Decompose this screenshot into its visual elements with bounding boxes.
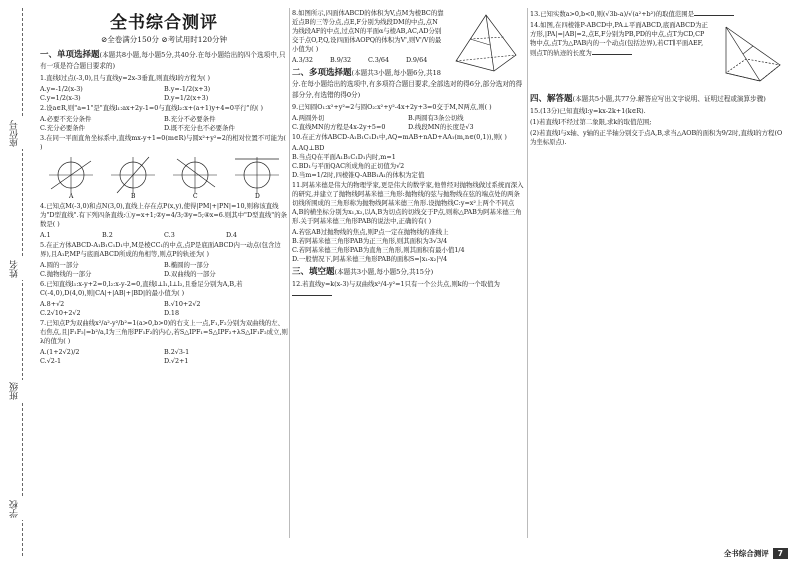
option: B.当点Q在平面A₁B₁C₁D₁内时,m=1 — [292, 153, 396, 161]
question-5-options — [40, 261, 288, 279]
option: B.y=-1/2(x+3) — [164, 85, 211, 93]
option: C.直线MN的方程是4x-2y+5=0 — [292, 123, 386, 131]
question-3-figures — [40, 155, 288, 199]
option: B.2√3-1 — [164, 348, 190, 356]
option: B.若阿基米德三角形PAB为正三角形,则其面积为3√3/4 — [292, 237, 448, 245]
binding-margin — [0, 0, 36, 565]
section-2-title: 二、多项选择题 — [292, 68, 352, 78]
section-4-desc: (本题共5小题,共77分.解答应写出文字说明、证明过程或演算步骤) — [572, 95, 766, 103]
option: C.充分必要条件 — [40, 124, 86, 132]
footer-label: 全书综合测评 — [723, 549, 769, 558]
page-footer — [724, 548, 788, 559]
question-9-options — [292, 114, 524, 132]
option: D.18 — [164, 309, 180, 317]
option: A.必要不充分条件 — [40, 115, 92, 123]
option: B.√10+2√2 — [164, 300, 201, 308]
option: C.若阿基米德三角形PAB为直角三角形,则其面积有最小值1/4 — [292, 246, 465, 254]
answer-blank[interactable] — [694, 9, 734, 16]
option: D.9/64 — [406, 56, 428, 64]
question-10-options — [292, 144, 524, 180]
page-title: 全书综合测评 — [110, 13, 218, 33]
binding-cut-line — [22, 8, 23, 556]
question-12-text: 12.若直线y=k(x-3)与双曲线x²/4-y²=1只有一个公共点,则k的一个取值为 — [292, 280, 500, 288]
name-label: 姓名 — [10, 258, 24, 280]
option: B.充分不必要条件 — [164, 115, 216, 123]
question-1: 1.直线l过点(-3,0),且与直线y=2x-3垂直,则直线l的方程为( ) — [40, 74, 210, 82]
option: B.9/32 — [330, 56, 352, 64]
option: C.抛物线的一部分 — [40, 270, 92, 278]
option: A.1 — [40, 231, 51, 239]
section-3-title: 三、填空题 — [292, 267, 335, 277]
option: A.3/32 — [292, 56, 313, 64]
option: B.2 — [102, 231, 113, 239]
question-11: 11.阿基米德是伟大的物理学家,更是伟大的数学家,他曾经对抛物线做过系统而深入的研究,并建立了抛物线阿基米德三角形:抛物线的弦与抛物线在弦的端点处的两条切线所围成的三角形称为抛物线阿基米德三角形.设抛物线C:y=x²上两个不同点A,B的横坐标分别为x₁,x₂,以A,B为切点的切线交于P点,则称△PAB为阿基米德三角形.关于阿基米德三角形PAB的说法中,正确的有( ) — [292, 181, 524, 225]
option: C.BD₁与平面QAC所成角的正切值为√2 — [292, 162, 405, 170]
question-2: 2.设a∈R,则"a=1"是"直线l₁:ax+2y-1=0与直线l₂:x+(a+1)y+4=0平行"的( ) — [40, 104, 264, 112]
option: A.y=-1/2(x-3) — [40, 85, 83, 93]
question-10: 10.在正方体ABCD-A₁B₁C₁D₁中,AQ=mAB+nAD+AA₁(m,n∈(0,1)),则( ) — [292, 133, 507, 141]
section-2-desc: (本题共3小题,每小题6分,共18分.在每小题给出的选项中,有多项符合题目要求,全部选对的得6分,部分选对的得部分分,有选错的得0分) — [292, 69, 523, 99]
figure-c — [171, 155, 219, 199]
tetrahedron-figure — [450, 11, 522, 77]
school-label: 学校 — [10, 498, 24, 520]
column-right — [530, 8, 788, 149]
answer-blank[interactable] — [292, 289, 332, 296]
page-number: 7 — [773, 548, 788, 559]
section-1-desc: (本题共8小题,每小题5分,共40分.在每小题给出的四个选项中,只有一项是符合题目要求的) — [40, 51, 286, 70]
figure-b-label: B — [131, 193, 136, 199]
option: A.若弦AB过抛物线的焦点,则P点一定在抛物线的准线上 — [292, 228, 449, 236]
option: C.3/64 — [368, 56, 390, 64]
question-15-part-1: (1)若直线l不经过第二象限,求k的取值范围; — [530, 118, 652, 126]
question-15: 15.(13分)已知直线l:y=kx-2k+1(k∈R). — [530, 107, 646, 115]
question-6-options — [40, 300, 288, 318]
section-1-heading — [40, 50, 288, 72]
option: A.(1+2√2)/2 — [40, 348, 80, 356]
question-7-options — [40, 348, 288, 366]
option: D.一般情况下,阿基米德三角形PAB的面积S=|x₁-x₂|³/4 — [292, 255, 448, 263]
question-8-options — [292, 56, 444, 65]
question-14 — [530, 21, 788, 58]
question-11-options — [292, 228, 524, 264]
option: A.AQ⊥BD — [292, 144, 325, 152]
question-7: 7.已知点P为双曲线x²/a²-y²/b²=1(a>0,b>0)的右支上一点,F₁,F₂分别为双曲线的左、右焦点,且|F₁F₂|=b²/a,I为三角形PF₁F₂的内心,若S△IPF₁=S△IPF₂+λS△IF₁F₂成立,则λ的值为( ) — [40, 319, 288, 345]
option: D.√2+1 — [164, 357, 189, 365]
pyramid-figure — [714, 23, 786, 89]
question-5: 5.在正方体ABCD-A₁B₁C₁D₁中,M是棱CC₁的中点,点P是底面ABCD内一动点(包含边界),且A₁P,MP与底面ABCD所成的角相等,则点P的轨迹为( ) — [40, 241, 281, 258]
question-12 — [292, 280, 524, 299]
figure-b — [109, 155, 157, 199]
section-4-heading — [530, 94, 788, 105]
option: A.圆的一部分 — [40, 261, 79, 269]
figure-c-label: C — [193, 193, 198, 199]
option: D.线段MN的长度是√3 — [408, 123, 474, 131]
question-4-options — [40, 231, 288, 240]
question-8 — [292, 9, 524, 54]
question-15-part-2: (2)若直线l与x轴、y轴的正半轴分别交于点A,B,求当△AOB的面积为9/2时,直线l的方程(O为坐标原点). — [530, 129, 783, 146]
question-9: 9.已知圆O₁:x²+y²=2与圆O₂:x²+y²-4x+2y+3=0交于M,N两点,则( ) — [292, 103, 492, 111]
question-4: 4.已知点M(-3,0)和点N(3,0),直线上存在点P(x,y),使得|PM|+|PN|=10,则称该直线为"D型直线".有下列四条直线:①y=x+1;②y=4/3;③y=5;④x=6.则其中"D型直线"的条数是( ) — [40, 202, 287, 228]
figure-d-label: D — [255, 193, 260, 199]
question-13-text: 13.已知实数a>0,b<0,则(√3b-a)/√(a²+b²)的取值范围是 — [530, 10, 695, 18]
question-8-text: 8.如图所示,四面体ABCD的体积为V,点M为棱BC的靠近点B的三等分点,点E,F分别为线段DM的中点,点N为线段AF的中点,过点N的平面α与棱AB,AC,AD分别交于点O,P,Q,设四面体AOPQ的体积为V',则V'/V的最小值为( ) — [292, 9, 444, 53]
option: D.当m=1/2时,四棱锥Q-ABB₁A₁的体积为定值 — [292, 171, 425, 179]
class-label: 班级 — [10, 380, 24, 402]
figure-a — [47, 155, 95, 199]
option: C.2√10+2√2 — [40, 309, 81, 317]
seat-number-label: 座位号 — [10, 118, 24, 149]
column-divider-2 — [527, 8, 528, 538]
figure-d — [233, 155, 281, 199]
option: C.3 — [164, 231, 175, 239]
figure-a-label: A — [69, 193, 74, 199]
question-3: 3.在同一平面直角坐标系中,直线mx-y+1=0(m∈R)与圆x²+y²=2的相对位置不可能为( ) — [40, 134, 286, 151]
option: C.√2-1 — [40, 357, 62, 365]
question-6: 6.已知直线l₁:x-y+2=0,l₂:x-y-2=0,直线l⊥l₁,l⊥l₂,且垂足分别为A,B,若C(-4,0),D(4,0),则|CA|+|AB|+|BD|的最小值为( ) — [40, 280, 243, 297]
option: B.两圆有3条公切线 — [408, 114, 464, 122]
section-3-desc: (本题共3小题,每小题5分,共15分) — [334, 268, 434, 276]
column-divider-1 — [289, 8, 290, 538]
column-middle — [292, 8, 524, 301]
option: A.8+√2 — [40, 300, 65, 308]
section-4-title: 四、解答题 — [530, 94, 573, 104]
exam-info: ⊘全卷满分150分 ⊘考试用时120分钟 — [100, 35, 228, 44]
option: B.椭圆的一部分 — [164, 261, 210, 269]
option: D.4 — [226, 231, 237, 239]
question-1-options — [40, 85, 288, 103]
option: D.双曲线的一部分 — [164, 270, 216, 278]
section-1-title: 一、单项选择题 — [40, 50, 100, 60]
option: C.y=1/2(x-3) — [40, 94, 81, 102]
option: D.y=1/2(x+3) — [164, 94, 209, 102]
question-14-text: 14.如图,在四棱锥P-ABCD中,PA⊥平面ABCD,底面ABCD为正方形,|PA|=|AB|=2,点E,F分别为PB,PD的中点,点T为CD,CP物中点,点T为△PAB内的一个动点(包括边界),若CT∥平面AEF,则点T的轨迹的长度为 — [530, 21, 708, 57]
answer-blank[interactable] — [592, 48, 632, 55]
question-2-options — [40, 115, 288, 133]
column-left — [40, 8, 288, 366]
option: A.两圆外切 — [292, 114, 325, 122]
question-13 — [530, 9, 788, 19]
section-3-heading — [292, 267, 524, 278]
option: D.既不充分也不必要条件 — [164, 124, 235, 132]
